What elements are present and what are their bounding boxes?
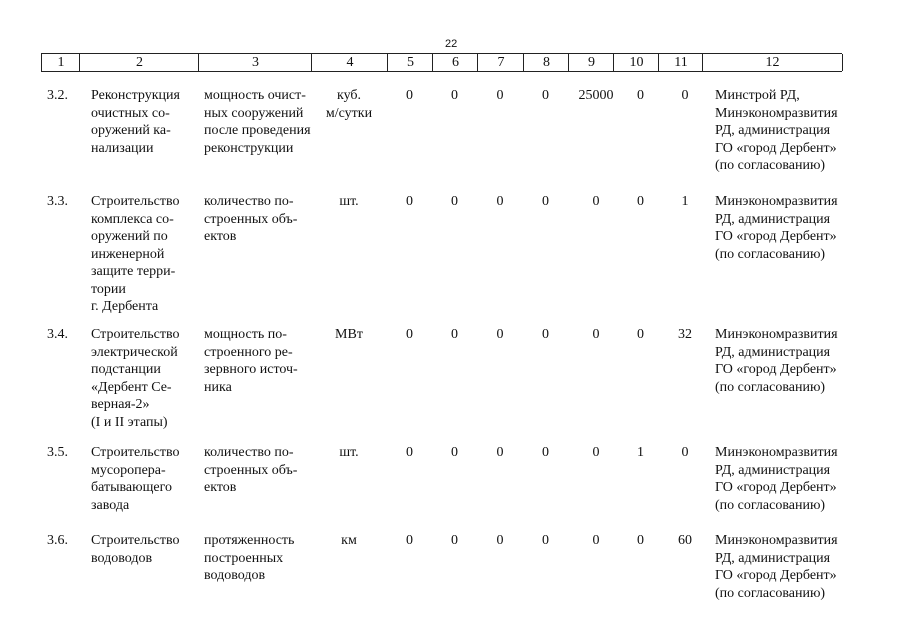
value-col-7: 0 (496, 88, 504, 103)
unit: МВт (335, 327, 363, 342)
value-col-9: 0 (592, 445, 600, 460)
measure-name: Строительство мусоропера- батывающего завода (91, 445, 180, 513)
value-col-8: 0 (542, 327, 549, 342)
header-col-2: 2 (79, 54, 199, 71)
value-col-8: 0 (542, 194, 549, 209)
header-col-11: 11 (658, 54, 703, 71)
value-col-11: 60 (678, 533, 692, 548)
row-number: 3.3. (47, 194, 68, 209)
value-col-5: 0 (406, 533, 413, 548)
header-col-7: 7 (477, 54, 524, 71)
value-col-10: 0 (637, 533, 644, 548)
value-col-6: 0 (451, 194, 458, 209)
unit: шт. (339, 194, 359, 209)
value-col-10: 1 (637, 445, 644, 460)
row-number: 3.4. (47, 327, 68, 342)
header-col-3: 3 (198, 54, 312, 71)
value-col-9: 0 (592, 194, 600, 209)
value-col-9: 25000 (578, 88, 614, 103)
header-col-4: 4 (311, 54, 388, 71)
value-col-11: 0 (681, 88, 689, 103)
page-number: 22 (445, 38, 458, 50)
unit: шт. (339, 445, 359, 460)
measure-name: Реконструкция очистных со- оружений ка- нализации (91, 88, 180, 156)
row-number: 3.5. (47, 445, 68, 460)
value-col-7: 0 (496, 327, 504, 342)
responsible: Минэкономразвития РД, администрация ГО «город Дербент» (по согласованию) (715, 327, 838, 395)
value-col-6: 0 (451, 88, 458, 103)
responsible: Минстрой РД, Минэкономразвития РД, администрация ГО «город Дербент» (по согласованию) (715, 88, 838, 173)
header-col-1: 1 (41, 54, 80, 71)
indicator: количество по- строенных объ- ектов (204, 445, 298, 495)
indicator: количество по- строенных объ- ектов (204, 194, 298, 244)
value-col-8: 0 (542, 88, 549, 103)
value-col-7: 0 (496, 533, 504, 548)
value-col-10: 0 (637, 88, 644, 103)
measure-name: Строительство комплекса со- оружений по инженерной защите терри- тории г. Дербента (91, 194, 180, 314)
value-col-7: 0 (496, 194, 504, 209)
responsible: Минэкономразвития РД, администрация ГО «город Дербент» (по согласованию) (715, 445, 838, 513)
value-col-6: 0 (451, 445, 458, 460)
value-col-10: 0 (637, 327, 644, 342)
value-col-6: 0 (451, 327, 458, 342)
header-col-5: 5 (387, 54, 433, 71)
indicator: мощность очист- ных сооружений после проведения реконструкции (204, 88, 311, 156)
value-col-8: 0 (542, 445, 549, 460)
value-col-6: 0 (451, 533, 458, 548)
indicator: протяженность построенных водоводов (204, 533, 295, 583)
value-col-9: 0 (592, 533, 600, 548)
value-col-7: 0 (496, 445, 504, 460)
value-col-9: 0 (592, 327, 600, 342)
row-number: 3.6. (47, 533, 68, 548)
header-col-8: 8 (523, 54, 569, 71)
value-col-5: 0 (406, 88, 413, 103)
value-col-5: 0 (406, 445, 413, 460)
value-col-5: 0 (406, 194, 413, 209)
indicator: мощность по- строенного ре- зервного источ- ника (204, 327, 298, 395)
header-col-10: 10 (613, 54, 659, 71)
value-col-11: 1 (681, 194, 689, 209)
value-col-5: 0 (406, 327, 413, 342)
unit: км (341, 533, 357, 548)
measure-name: Строительство водоводов (91, 533, 180, 566)
responsible: Минэкономразвития РД, администрация ГО «город Дербент» (по согласованию) (715, 194, 838, 262)
unit: куб. м/сутки (325, 88, 373, 121)
value-col-8: 0 (542, 533, 549, 548)
measure-name: Строительство электрической подстанции «Дербент Се- верная-2» (I и II этапы) (91, 327, 180, 430)
header-col-12: 12 (702, 54, 843, 71)
table-header (41, 53, 842, 72)
responsible: Минэкономразвития РД, администрация ГО «город Дербент» (по согласованию) (715, 533, 838, 601)
value-col-11: 0 (681, 445, 689, 460)
header-col-9: 9 (568, 54, 614, 71)
value-col-11: 32 (678, 327, 692, 342)
value-col-10: 0 (637, 194, 644, 209)
header-col-6: 6 (432, 54, 478, 71)
row-number: 3.2. (47, 88, 68, 103)
